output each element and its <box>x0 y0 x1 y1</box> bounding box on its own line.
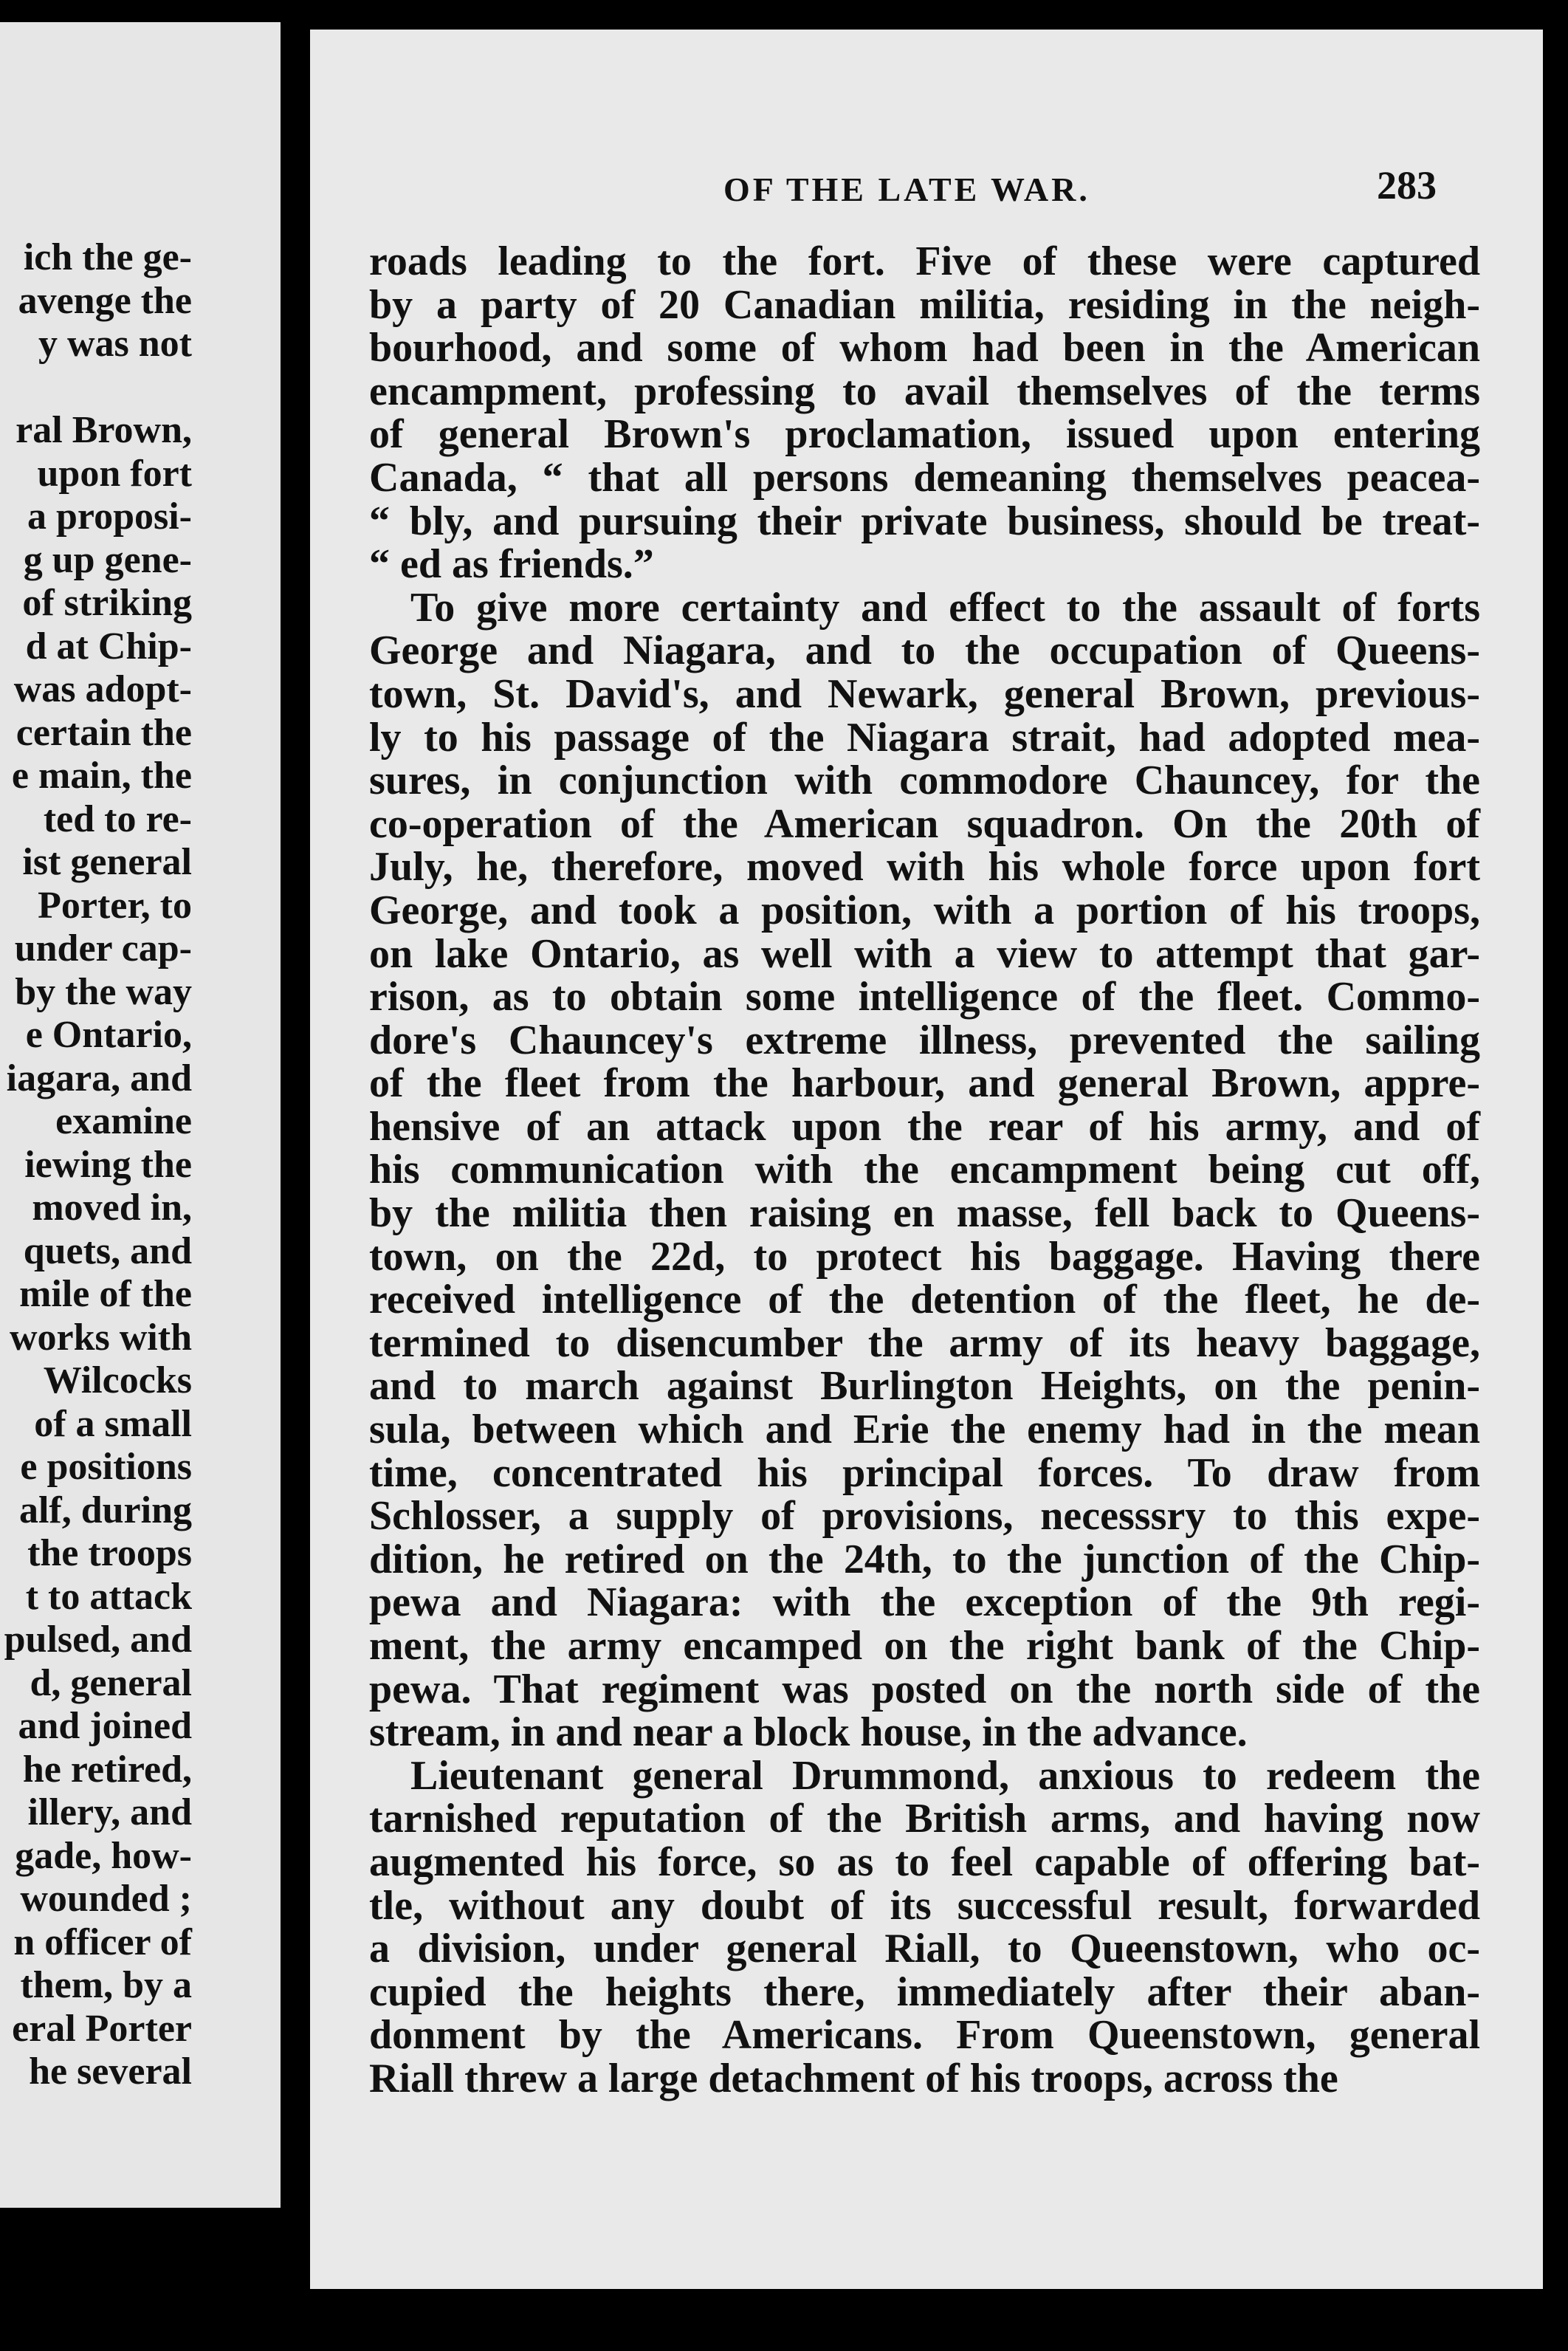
text-line: ly to his passage of the Niagara strait, had adopted mea- <box>369 714 1480 761</box>
left-page-line: certain the <box>16 711 192 754</box>
left-page-line: wounded ; <box>20 1878 192 1920</box>
text-line: of general Brown's proclamation, issued upon entering <box>369 411 1480 458</box>
left-page-line: gade, how- <box>15 1834 192 1877</box>
text-line: a division, under general Riall, to Queenstown, who oc- <box>369 1926 1480 1972</box>
left-page <box>0 22 281 2208</box>
text-line: time, concentrated his principal forces. To draw from <box>369 1449 1480 1496</box>
left-page-line: e Ontario, <box>25 1014 192 1056</box>
left-page-line: of striking <box>22 582 192 624</box>
left-page-line: d, general <box>30 1661 192 1704</box>
text-line: by a party of 20 Canadian militia, residing in the neigh- <box>369 281 1480 328</box>
body-text <box>369 240 1480 2101</box>
text-line: encampment, professing to avail themselves of the terms <box>369 368 1480 414</box>
text-line: “ ed as friends.” <box>369 541 654 588</box>
text-line: augmented his force, so as to feel capable of offering bat- <box>369 1839 1480 1885</box>
left-page-line: eral Porter <box>12 2007 192 2050</box>
left-page-line: was adopt- <box>13 668 192 710</box>
text-line: Schlosser, a supply of provisions, necesssry to this expe- <box>369 1493 1480 1540</box>
text-line: on lake Ontario, as well with a view to attempt that gar- <box>369 930 1480 977</box>
text-line: Riall threw a large detachment of his troops, across the <box>369 2055 1338 2101</box>
text-line: received intelligence of the detention of the fleet, he de- <box>369 1277 1480 1323</box>
page-number: 283 <box>1377 163 1437 207</box>
text-line: town, on the 22d, to protect his baggage. Having there <box>369 1233 1480 1280</box>
left-page-line: quets, and <box>23 1229 192 1272</box>
left-page-line: Porter, to <box>38 884 192 927</box>
left-page-line: ted to re- <box>43 797 192 840</box>
left-page-line: mile of the <box>19 1273 192 1315</box>
left-page-line: avenge the <box>18 279 192 322</box>
left-page-line: of a small <box>34 1402 192 1445</box>
left-page-line: pulsed, and <box>4 1619 192 1661</box>
left-page-line: by the way <box>15 970 192 1013</box>
text-line: pewa. That regiment was posted on the north side of the <box>369 1666 1480 1712</box>
text-line: hensive of an attack upon the rear of his army, and of <box>369 1103 1480 1150</box>
text-line: and to march against Burlington Heights, on the penin- <box>369 1363 1480 1410</box>
left-page-line: ist general <box>22 841 192 883</box>
text-line: termined to disencumber the army of its heavy baggage, <box>369 1319 1480 1366</box>
book-gutter <box>281 0 310 2351</box>
text-line: cupied the heights there, immediately after their aban- <box>369 1969 1480 2015</box>
left-page-line: alf, during <box>18 1489 192 1531</box>
left-page-line <box>0 366 192 410</box>
text-line: pewa and Niagara: with the exception of the 9th regi- <box>369 1579 1480 1626</box>
text-line: his communication with the encampment being cut off, <box>369 1147 1480 1193</box>
left-page-line: illery, and <box>27 1791 192 1833</box>
text-line: dore's Chauncey's extreme illness, prevented the sailing <box>369 1017 1480 1063</box>
left-page-line: examine <box>55 1100 192 1142</box>
left-page-line: iagara, and <box>6 1057 192 1099</box>
text-line: To give more certainty and effect to the assault of forts <box>410 584 1480 631</box>
left-page-line: works with <box>9 1316 192 1359</box>
right-page <box>310 30 1543 2289</box>
text-line: town, St. David's, and Newark, general Brown, previous- <box>369 670 1480 717</box>
left-page-text <box>0 236 192 2094</box>
left-page-line: d at Chip- <box>25 625 192 667</box>
text-line: co-operation of the American squadron. On the 20th of <box>369 800 1480 847</box>
text-line: ment, the army encamped on the right bank of the Chip- <box>369 1623 1480 1669</box>
text-line: sures, in conjunction with commodore Chauncey, for the <box>369 758 1480 804</box>
text-line: tle, without any doubt of its successful result, forwarded <box>369 1882 1480 1929</box>
text-line: by the militia then raising en masse, fell back to Queens- <box>369 1190 1480 1237</box>
text-line: stream, in and near a block house, in the advance. <box>369 1709 1248 1756</box>
left-page-line: a proposi- <box>27 495 192 538</box>
left-page-line: e positions <box>20 1446 192 1488</box>
left-page-line: g up gene- <box>23 538 192 581</box>
text-line: dition, he retired on the 24th, to the junction of the Chip- <box>369 1536 1480 1582</box>
left-page-line: under cap- <box>14 927 192 969</box>
left-page-line: the troops <box>27 1532 192 1574</box>
text-line: sula, between which and Erie the enemy had in the mean <box>369 1407 1480 1453</box>
left-page-line: moved in, <box>32 1187 192 1229</box>
text-line: July, he, therefore, moved with his whole force upon fort <box>369 844 1480 890</box>
left-page-line: upon fort <box>37 452 192 495</box>
text-line: George, and took a position, with a portion of his troops, <box>369 887 1480 933</box>
text-line: donment by the Americans. From Queenstown, general <box>369 2012 1480 2059</box>
text-line: Lieutenant general Drummond, anxious to redeem the <box>410 1752 1480 1799</box>
text-line: rison, as to obtain some intelligence of the fleet. Commo- <box>369 974 1480 1020</box>
left-page-line: n officer of <box>13 1921 192 1963</box>
left-page-line: Wilcocks <box>43 1359 192 1401</box>
left-page-line: he several <box>29 2050 192 2093</box>
text-line: of the fleet from the harbour, and general Brown, appre- <box>369 1060 1480 1107</box>
text-line: “ bly, and pursuing their private business, should be treat- <box>369 498 1480 544</box>
left-page-line: and joined <box>18 1705 192 1747</box>
left-page-line: he retired, <box>22 1748 192 1791</box>
left-page-line: e main, the <box>11 755 192 797</box>
left-page-line: t to attack <box>25 1575 192 1618</box>
left-page-line: them, by a <box>20 1964 192 2006</box>
left-page-line: ich the ge- <box>23 236 192 278</box>
left-page-line: iewing the <box>24 1143 192 1186</box>
running-head: OF THE LATE WAR. <box>723 171 1090 208</box>
left-page-line: ral Brown, <box>16 409 192 451</box>
text-line: Canada, “ that all persons demeaning themselves peacea- <box>369 454 1480 501</box>
text-line: bourhood, and some of whom had been in the American <box>369 325 1480 371</box>
left-page-line: y was not <box>38 323 192 365</box>
text-line: roads leading to the fort. Five of these were captured <box>369 238 1480 284</box>
text-line: tarnished reputation of the British arms, and having now <box>369 1796 1480 1842</box>
text-line: George and Niagara, and to the occupation of Queens- <box>369 628 1480 674</box>
